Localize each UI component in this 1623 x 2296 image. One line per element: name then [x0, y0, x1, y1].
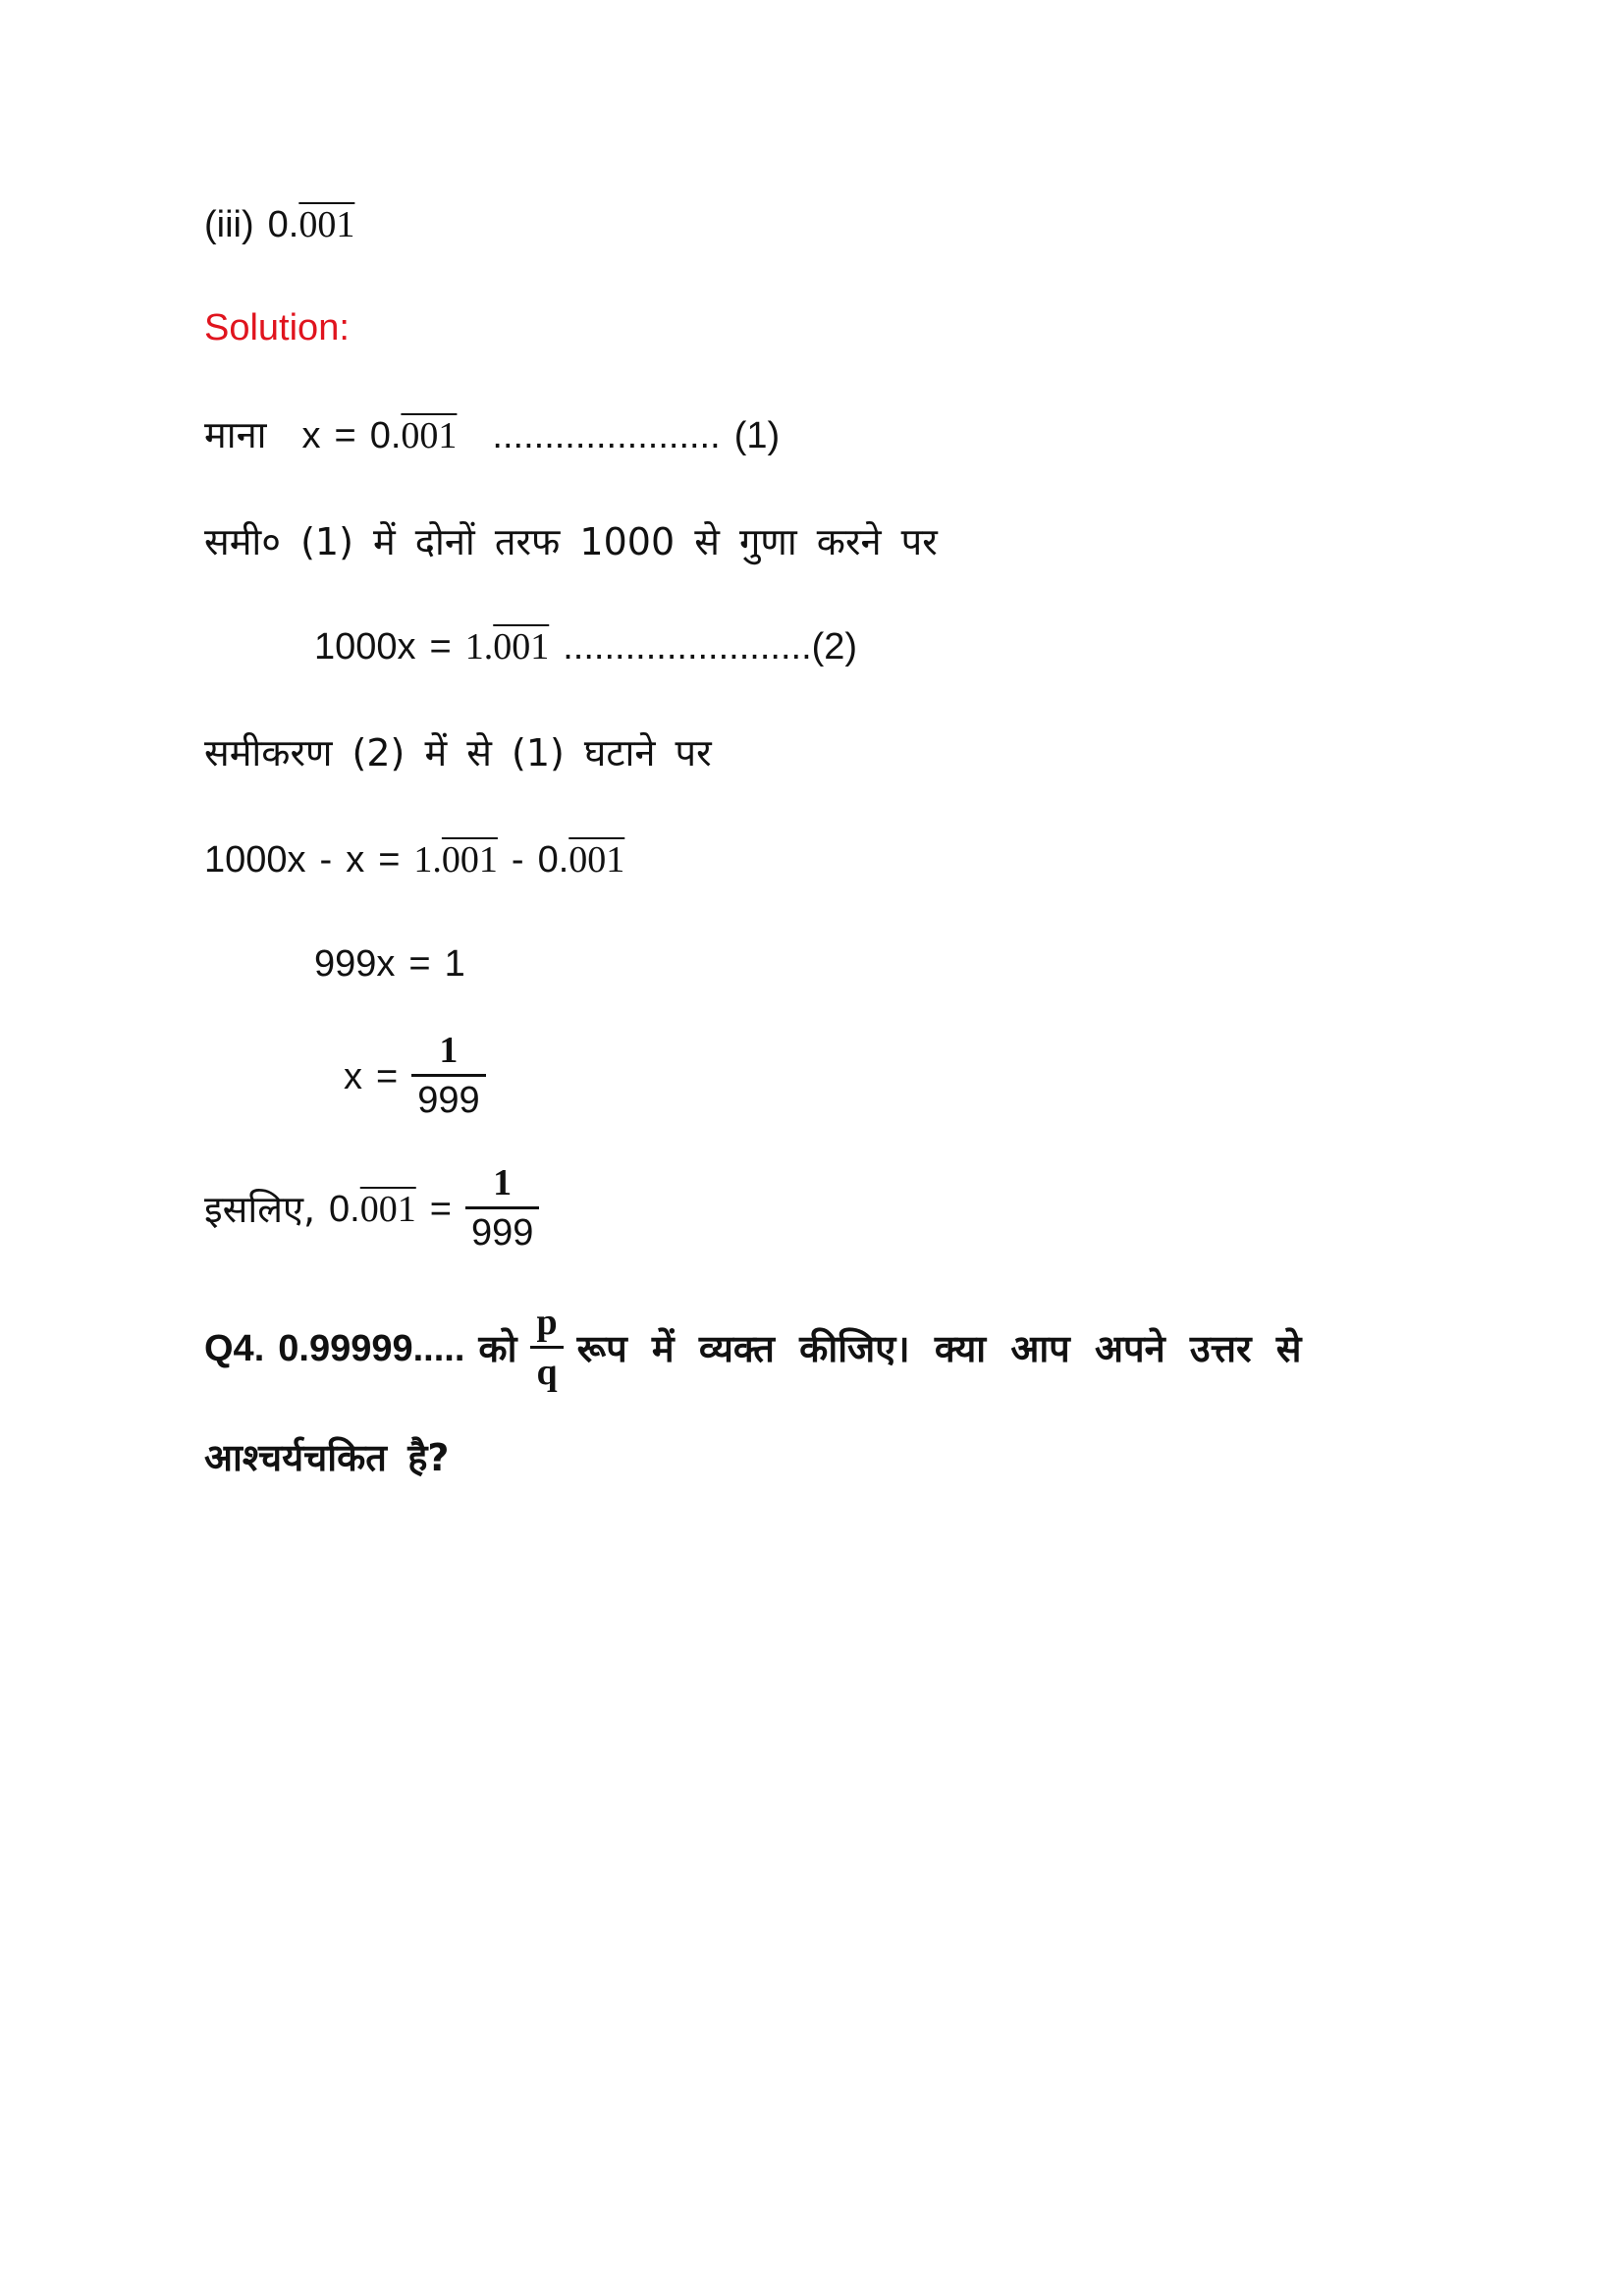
decimal-int: 0. — [369, 415, 402, 456]
repeating-digits: 001 — [298, 204, 355, 245]
question-part-iii — [204, 206, 354, 243]
decimal-int: 0. — [267, 204, 299, 245]
fraction — [465, 1161, 539, 1257]
lhs: 999x — [314, 943, 396, 985]
equation-ref: (1) — [733, 415, 781, 456]
decimal-int: 1. — [413, 839, 442, 881]
equals-sign: = — [408, 943, 431, 985]
minus-sign: - — [319, 839, 333, 881]
denominator: 999 — [417, 1079, 480, 1121]
var-x: x — [301, 415, 321, 456]
repeating-digits: 001 — [493, 626, 550, 667]
step-subtraction — [204, 841, 624, 879]
equals-sign: = — [376, 1056, 399, 1097]
step-subtract-text: समीकरण (2) में से (1) घटाने पर — [204, 731, 712, 774]
solution-heading: Solution: — [204, 307, 350, 348]
denominator: 999 — [470, 1211, 534, 1254]
leader-dots: ...................... — [492, 415, 721, 456]
question-4-line2: आश्चर्यचकित है? — [204, 1436, 450, 1479]
numerator: p — [530, 1301, 563, 1349]
repeating-digits: 001 — [568, 839, 625, 881]
equals-sign: = — [429, 626, 452, 667]
step-999x — [314, 945, 465, 983]
numerator: 1 — [465, 1161, 539, 1209]
decimal-int: 0. — [537, 839, 569, 881]
repeating-digits: 001 — [401, 415, 458, 456]
decimal-int: 1. — [464, 626, 494, 667]
let-word: माना — [204, 413, 267, 456]
question-text: रूप में व्यक्त कीजिए। क्या आप अपने उत्तर से — [576, 1327, 1302, 1370]
step-1000x — [314, 628, 857, 666]
step-conclusion — [204, 1161, 539, 1257]
numerator: 1 — [411, 1029, 485, 1077]
leader-dots: ........................ — [563, 626, 812, 667]
lhs: 1000x — [314, 626, 416, 667]
minus-sign: - — [511, 839, 524, 881]
lhs: 1000x — [204, 839, 306, 881]
question-4-line1 — [204, 1301, 1301, 1397]
equals-sign: = — [429, 1189, 452, 1230]
question-label: Q4. — [204, 1328, 265, 1369]
var-x: x — [344, 1056, 362, 1097]
equals-sign: = — [334, 415, 356, 456]
step-x-fraction — [344, 1029, 486, 1125]
part-label: (iii) — [204, 204, 254, 245]
equation-ref: (2) — [811, 626, 858, 667]
step-multiply-text: समी० (1) में दोनों तरफ 1000 से गुणा करने पर — [204, 520, 938, 563]
fraction — [411, 1029, 485, 1125]
var-x: x — [346, 839, 365, 881]
repeating-digits: 001 — [441, 839, 498, 881]
repeating-digits: 001 — [359, 1189, 416, 1230]
denominator: q — [536, 1351, 558, 1393]
question-value: 0.99999..... — [278, 1328, 465, 1369]
p-over-q-fraction — [530, 1301, 563, 1397]
equals-sign: = — [378, 839, 401, 881]
decimal-int: 0. — [329, 1189, 360, 1230]
step-let-x — [204, 413, 781, 456]
therefore-word: इसलिए, — [204, 1188, 316, 1231]
ko-word: को — [478, 1327, 517, 1370]
rhs: 1 — [444, 943, 465, 985]
